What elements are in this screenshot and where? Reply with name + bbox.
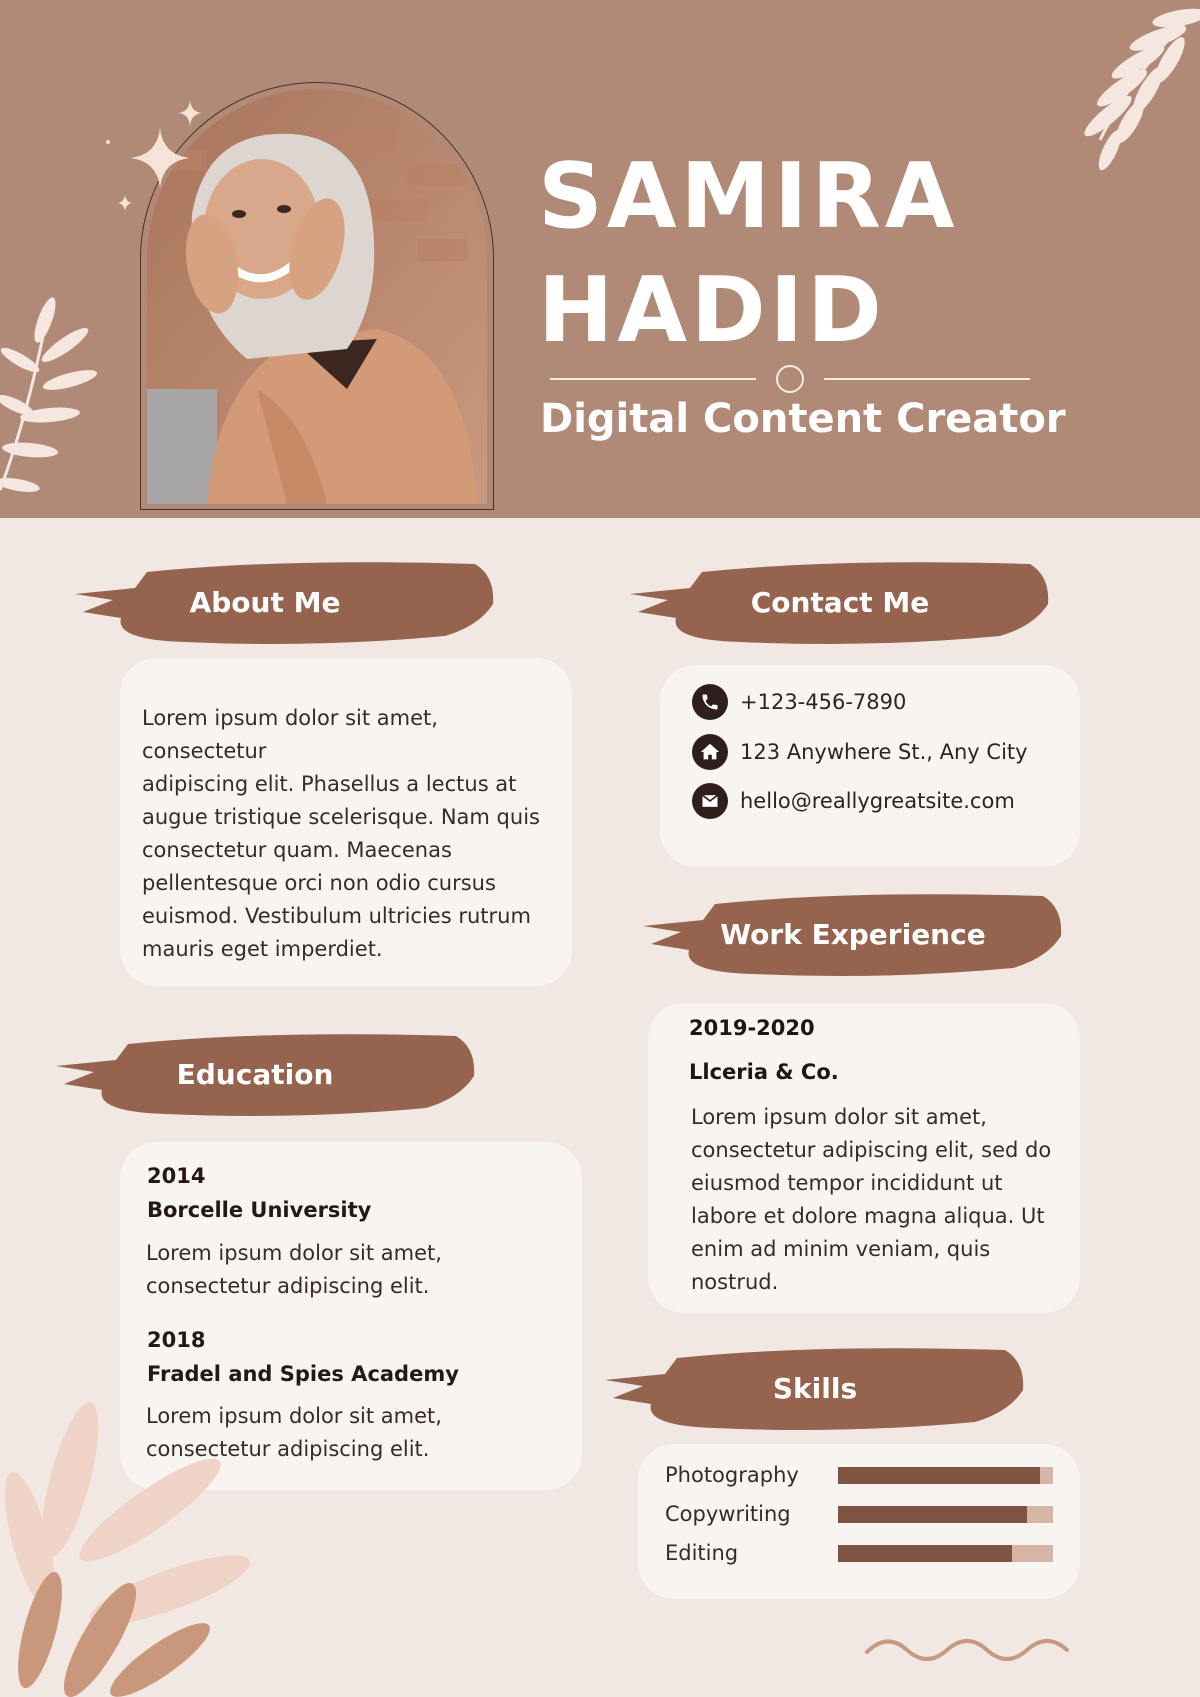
about-heading bbox=[75, 556, 495, 648]
phone-icon bbox=[692, 684, 728, 720]
leaf-decoration-top-right bbox=[1030, 0, 1200, 175]
work-line: consectetur adipiscing elit, sed do bbox=[691, 1138, 1052, 1162]
work-company: Llceria & Co. bbox=[689, 1060, 839, 1084]
education-description bbox=[146, 1237, 546, 1303]
about-line: euismod. Vestibulum ultricies rutrum bbox=[142, 904, 531, 928]
skill-bar-track bbox=[838, 1545, 1053, 1562]
about-line: pellentesque orci non odio cursus bbox=[142, 871, 496, 895]
about-heading-label: About Me bbox=[189, 585, 341, 619]
about-text bbox=[142, 702, 562, 966]
contact-phone-row[interactable] bbox=[692, 684, 906, 720]
skill-row bbox=[665, 1538, 1055, 1568]
skill-row bbox=[665, 1499, 1055, 1529]
education-line: Lorem ipsum dolor sit amet, bbox=[146, 1404, 442, 1428]
skill-row bbox=[665, 1460, 1055, 1490]
first-name: SAMIRA bbox=[538, 144, 959, 249]
work-line: enim ad minim veniam, quis bbox=[691, 1237, 991, 1261]
contact-email: hello@reallygreatsite.com bbox=[740, 789, 1015, 813]
work-description bbox=[691, 1101, 1071, 1299]
work-line: nostrud. bbox=[691, 1270, 779, 1294]
work-line: labore et dolore magna aliqua. Ut bbox=[691, 1204, 1045, 1228]
about-line: augue tristique scelerisque. Nam quis bbox=[142, 805, 540, 829]
education-school: Borcelle University bbox=[147, 1198, 372, 1222]
skill-label: Photography bbox=[665, 1463, 799, 1487]
skill-bar-fill bbox=[838, 1506, 1027, 1523]
mail-icon bbox=[692, 783, 728, 819]
work-heading-label: Work Experience bbox=[720, 917, 986, 951]
title-divider bbox=[550, 378, 1030, 380]
contact-phone: +123-456-7890 bbox=[740, 690, 907, 714]
wave-decoration bbox=[865, 1630, 1070, 1670]
contact-heading-label: Contact Me bbox=[750, 585, 930, 619]
education-year: 2018 bbox=[147, 1328, 206, 1352]
about-line: adipiscing elit. Phasellus a lectus at bbox=[142, 772, 517, 796]
education-heading-label: Education bbox=[176, 1057, 334, 1091]
education-year: 2014 bbox=[147, 1164, 206, 1188]
sparkle-decoration bbox=[100, 100, 210, 220]
skill-bar-track bbox=[838, 1506, 1053, 1523]
skills-heading-label: Skills bbox=[772, 1371, 858, 1405]
work-line: eiusmod tempor incididunt ut bbox=[691, 1171, 1003, 1195]
job-title: Digital Content Creator bbox=[540, 396, 1066, 442]
about-line: mauris eget imperdiet. bbox=[142, 937, 383, 961]
education-line: Lorem ipsum dolor sit amet, bbox=[146, 1241, 442, 1265]
education-school: Fradel and Spies Academy bbox=[147, 1362, 459, 1386]
education-heading bbox=[56, 1028, 476, 1120]
skill-label: Copywriting bbox=[665, 1502, 791, 1526]
education-line: consectetur adipiscing elit. bbox=[146, 1437, 430, 1461]
work-date: 2019-2020 bbox=[689, 1016, 815, 1040]
leaf-decoration-bottom-left bbox=[0, 1370, 260, 1697]
skill-bar-track bbox=[838, 1467, 1053, 1484]
skill-label: Editing bbox=[665, 1541, 739, 1565]
work-heading bbox=[643, 888, 1063, 980]
skills-heading bbox=[605, 1342, 1025, 1434]
leaf-decoration-left bbox=[0, 290, 100, 505]
skill-bar-fill bbox=[838, 1467, 1040, 1484]
about-line: Lorem ipsum dolor sit amet, consectetur bbox=[142, 706, 438, 763]
contact-address: 123 Anywhere St., Any City bbox=[740, 740, 1028, 764]
contact-email-row[interactable] bbox=[692, 783, 1015, 819]
last-name: HADID bbox=[538, 258, 886, 363]
home-icon bbox=[692, 734, 728, 770]
about-line: consectetur quam. Maecenas bbox=[142, 838, 452, 862]
skill-bar-fill bbox=[838, 1545, 1012, 1562]
education-line: consectetur adipiscing elit. bbox=[146, 1274, 430, 1298]
contact-heading bbox=[630, 556, 1050, 648]
contact-address-row[interactable] bbox=[692, 734, 1028, 770]
work-line: Lorem ipsum dolor sit amet, bbox=[691, 1105, 987, 1129]
